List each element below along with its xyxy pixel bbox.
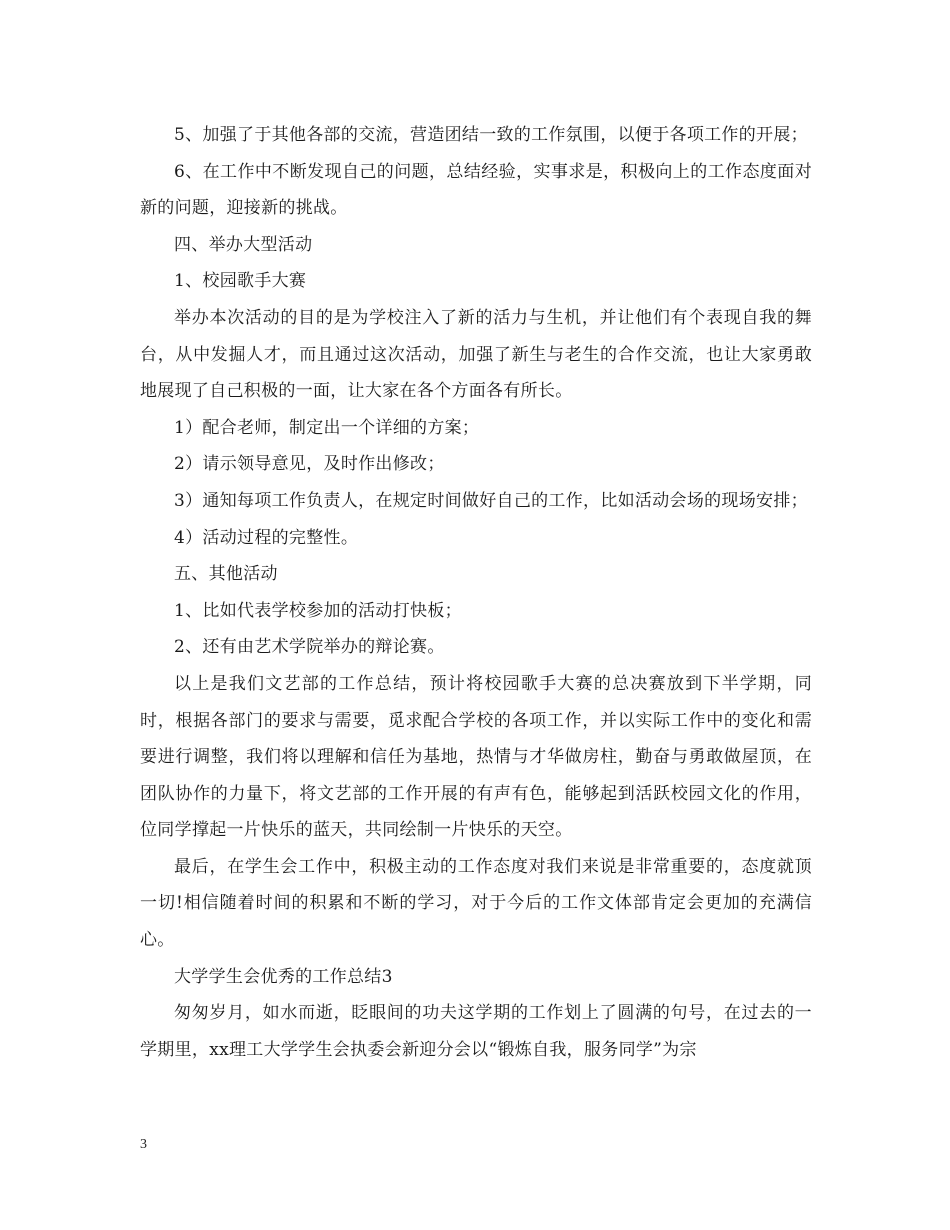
section-heading-large-events: 四、举办大型活动 xyxy=(174,234,313,255)
document-body xyxy=(140,117,812,1068)
list-item-step-3: 3）通知每项工作负责人，在规定时间做好自己的工作，比如活动会场的现场安排； xyxy=(174,490,808,511)
section-heading-other-events: 五、其他活动 xyxy=(174,564,278,585)
section-title-summary-3: 大学学生会优秀的工作总结3 xyxy=(174,966,393,987)
subheading-campus-singer-contest: 1、校园歌手大赛 xyxy=(174,271,307,292)
paragraph-intro-summary-3: 匆匆岁月，如水而逝，眨眼间的功夫这学期的工作划上了圆满的句号，在过去的一学期里，xx理工大学学生会执委会新迎分会以“锻炼自我，服务同学”为宗 xyxy=(140,1003,812,1060)
paragraph-summary: 以上是我们文艺部的工作总结，预计将校园歌手大赛的总决赛放到下半学期，同时，根据各部门的要求与需要，觅求配合学校的各项工作，并以实际工作中的变化和需要进行调整，我们将以理解和信任为基地，热情与才华做房柱，勤奋与勇敢做屋顶，在团队协作的力量下，将文艺部的工作开展的有声有色，能够起到活跃校园文化的作用，位同学撑起一片快乐的蓝天，共同绘制一片快乐的天空。 xyxy=(140,673,812,841)
list-item-step-4: 4）活动过程的完整性。 xyxy=(174,527,359,548)
paragraph-conclusion: 最后，在学生会工作中，积极主动的工作态度对我们来说是非常重要的，态度就顶一切!相信随着时间的积累和不断的学习，对于今后的工作文体部肯定会更加的充满信心。 xyxy=(140,856,812,951)
list-item-step-1: 1）配合老师，制定出一个详细的方案； xyxy=(174,417,480,438)
page-number: 3 xyxy=(140,1137,147,1152)
list-item-step-2: 2）请示领导意见，及时作出修改； xyxy=(174,454,445,475)
paragraph-contest-purpose: 举办本次活动的目的是为学校注入了新的活力与生机，并让他们有个表现自我的舞台，从中发掘人才，而且通过这次活动，加强了新生与老生的合作交流，也让大家勇敢地展现了自己积极的一面，让大家在各个方面各有所长。 xyxy=(140,307,812,402)
paragraph-item-5: 5、加强了于其他各部的交流，营造团结一致的工作氛围，以便于各项工作的开展； xyxy=(174,125,808,145)
list-item-other-2: 2、还有由艺术学院举办的辩论赛。 xyxy=(174,637,445,658)
paragraph-item-6: 6、在工作中不断发现自己的问题，总结经验，实事求是，积极向上的工作态度面对新的问题，迎接新的挑战。 xyxy=(140,161,812,219)
list-item-other-1: 1、比如代表学校参加的活动打快板； xyxy=(174,600,462,621)
